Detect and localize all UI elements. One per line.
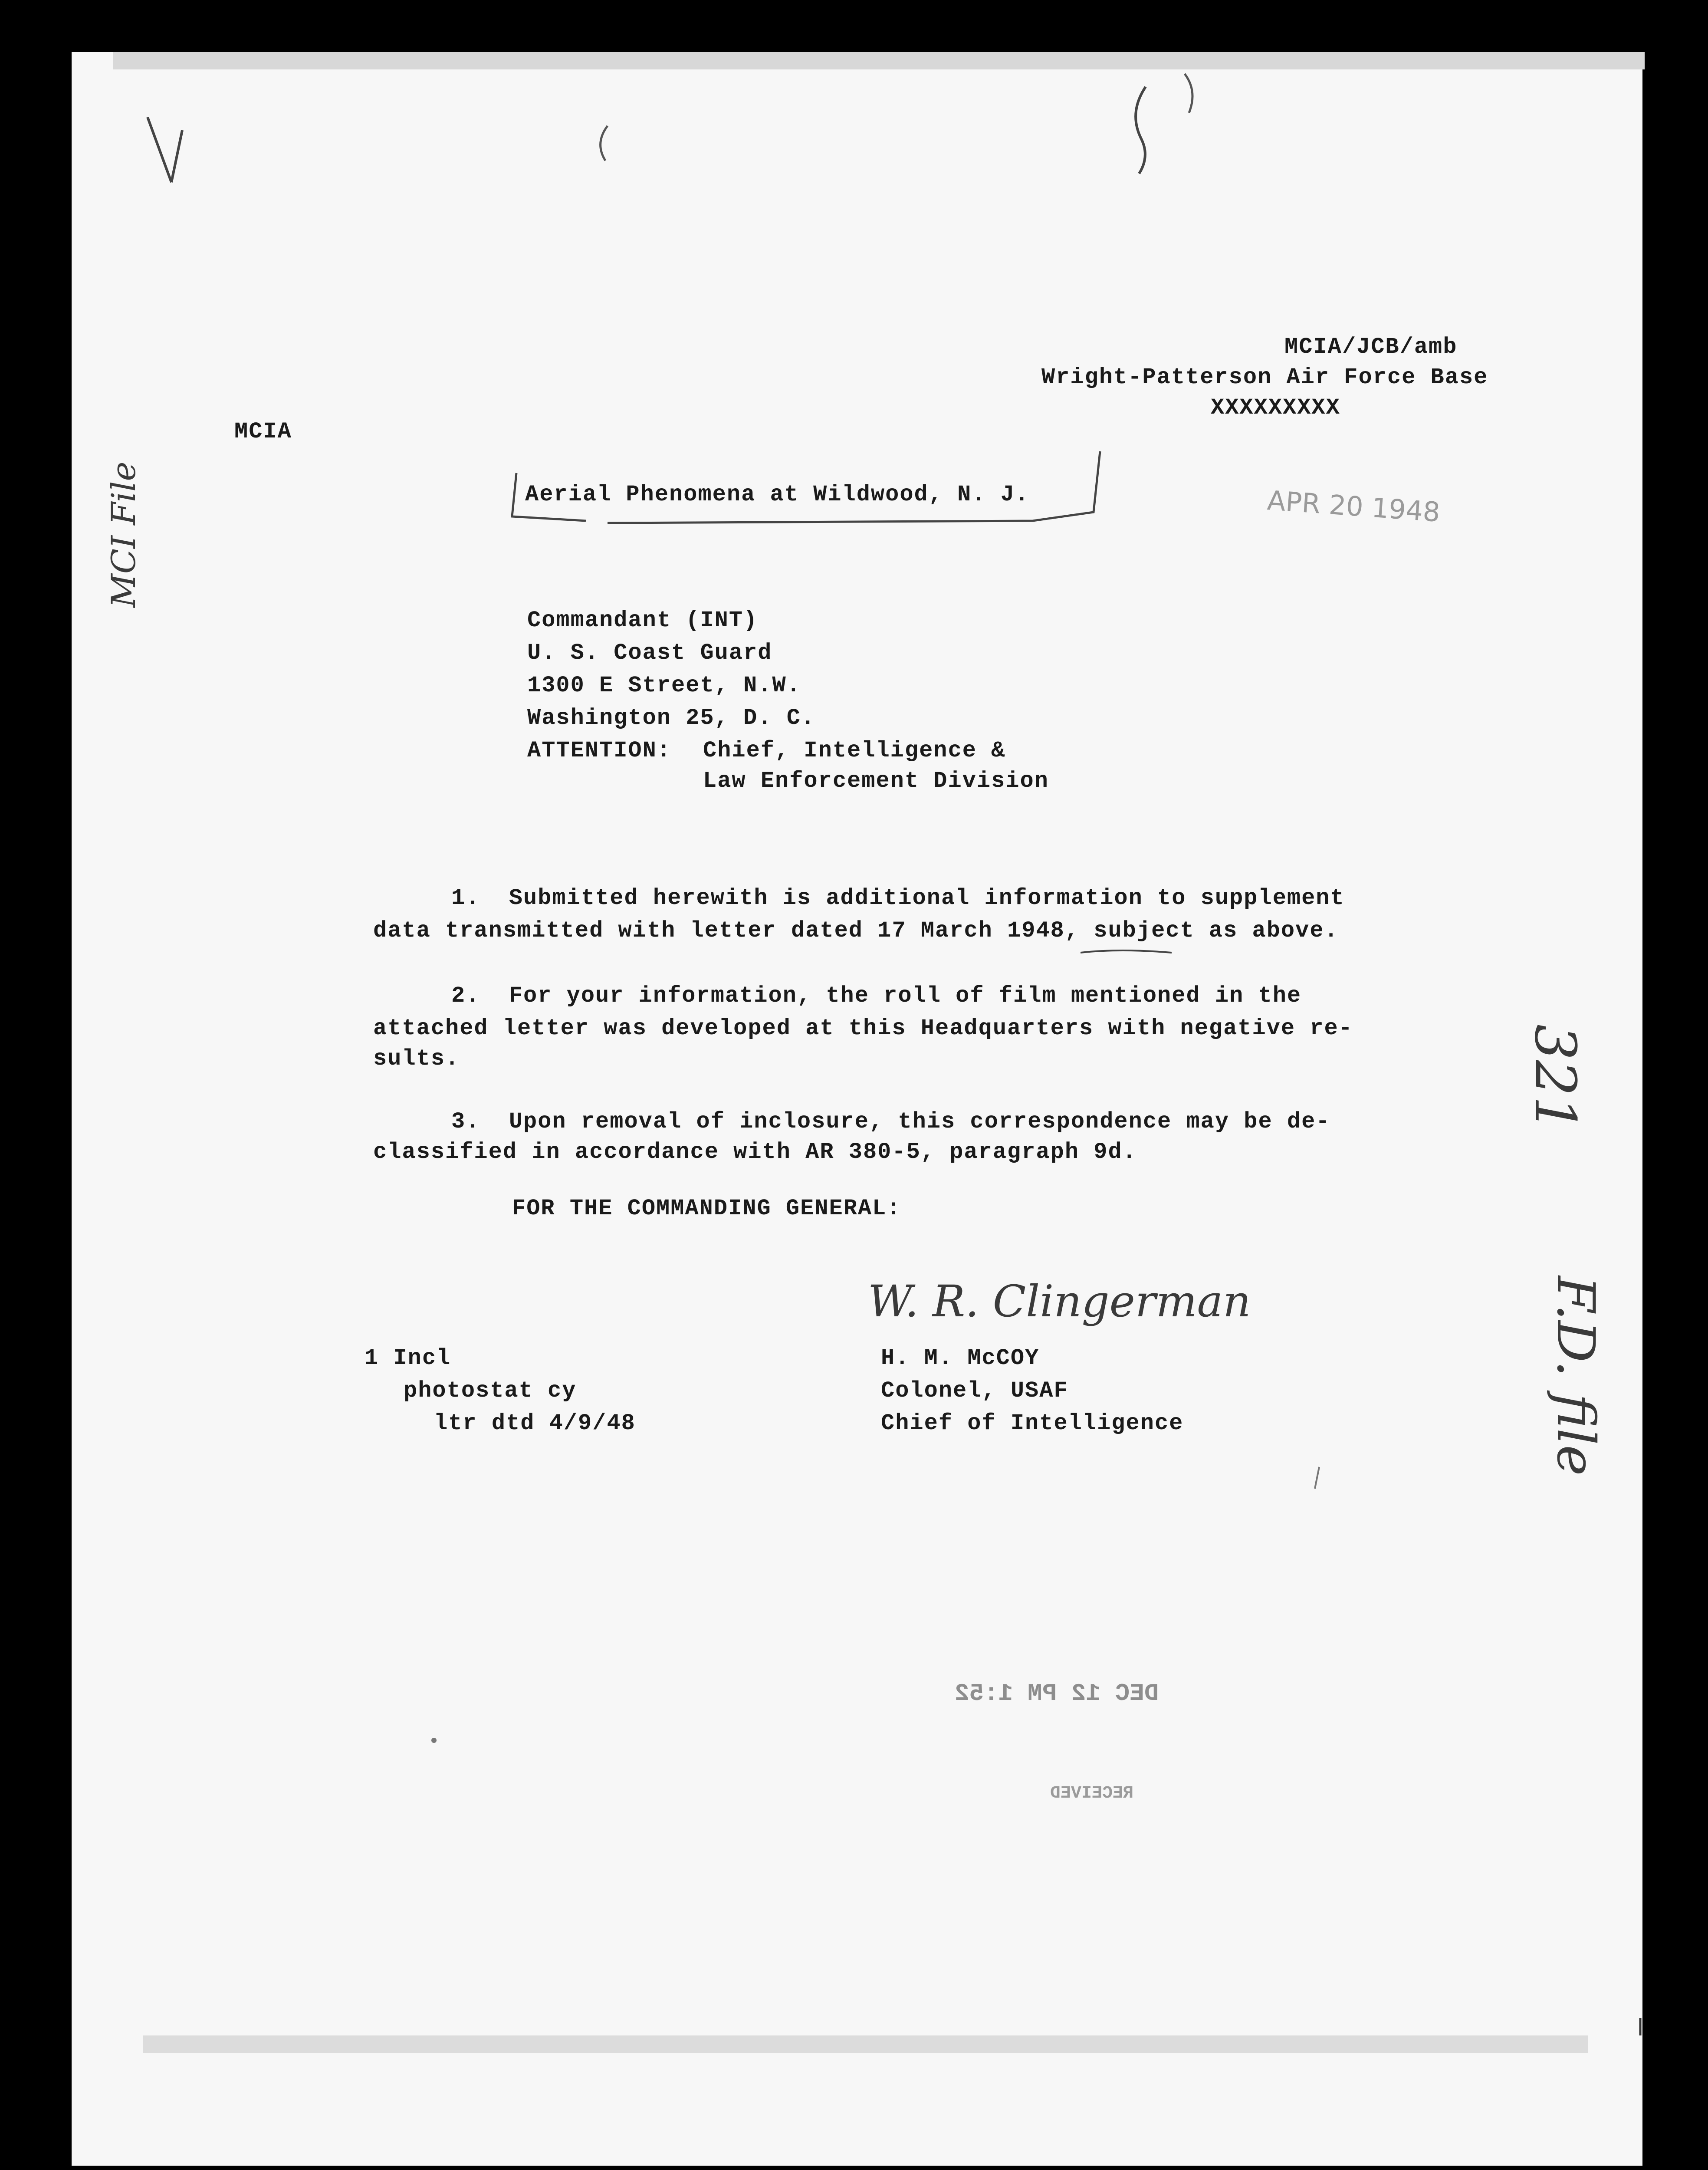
- paragraph-3-line-1: 3. Upon removal of inclosure, this correspondence may be de-: [451, 1109, 1330, 1134]
- attention-label: ATTENTION:: [527, 738, 672, 763]
- attention-line-2: Law Enforcement Division: [703, 768, 1049, 794]
- margin-note-left: MCI File: [104, 461, 143, 608]
- addressee-line-4: Washington 25, D. C.: [527, 705, 816, 731]
- closing-line: FOR THE COMMANDING GENERAL:: [512, 1196, 901, 1221]
- signer-name: H. M. McCOY: [881, 1345, 1040, 1371]
- faint-mark-received: RECEIVED: [1050, 1784, 1134, 1803]
- paragraph-2-line-3: sults.: [373, 1046, 460, 1072]
- margin-number-right: 321: [1522, 1024, 1588, 1132]
- signer-title: Chief of Intelligence: [881, 1410, 1184, 1436]
- subject-line: Aerial Phenomena at Wildwood, N. J.: [525, 482, 1030, 507]
- date-stamp: APR 20 1948: [1266, 484, 1442, 528]
- enclosure-line-1: 1 Incl: [365, 1345, 451, 1371]
- office-symbol: MCIA/JCB/amb: [1284, 334, 1458, 360]
- scribble-top-right: [1136, 87, 1146, 174]
- scribble-top-center: [601, 126, 608, 161]
- scribble-top-left: [148, 117, 182, 182]
- addressee-line-2: U. S. Coast Guard: [527, 640, 772, 666]
- addressee-line-3: 1300 E Street, N.W.: [527, 673, 801, 698]
- paragraph-3-line-2: classified in accordance with AR 380-5, paragraph 9d.: [373, 1139, 1137, 1165]
- addressee-line-1: Commandant (INT): [527, 608, 758, 633]
- origin-code: MCIA: [234, 419, 292, 444]
- handwritten-signature: W. R. Clingerman: [868, 1276, 1251, 1327]
- location-line: Wright-Patterson Air Force Base: [1041, 365, 1488, 390]
- faint-mark-received-stamp: DEC 12 PM 1:52: [955, 1680, 1159, 1707]
- paragraph-2-line-2: attached letter was developed at this Headquarters with negative re-: [373, 1016, 1353, 1041]
- paragraph-1-line-2: data transmitted with letter dated 17 March 1948, subject as above.: [373, 918, 1339, 944]
- paragraph-2-line-1: 2. For your information, the roll of film mentioned in the: [451, 983, 1302, 1009]
- enclosure-line-2: photostat cy: [404, 1378, 577, 1404]
- margin-note-right: F.D. file: [1545, 1276, 1606, 1476]
- signer-rank: Colonel, USAF: [881, 1378, 1068, 1404]
- paragraph-1-line-1: 1. Submitted herewith is additional information to supplement: [451, 885, 1345, 911]
- attention-line-1: Chief, Intelligence &: [703, 738, 1006, 763]
- struck-line: XXXXXXXXX: [1211, 395, 1340, 421]
- enclosure-line-3: ltr dtd 4/9/48: [434, 1410, 636, 1436]
